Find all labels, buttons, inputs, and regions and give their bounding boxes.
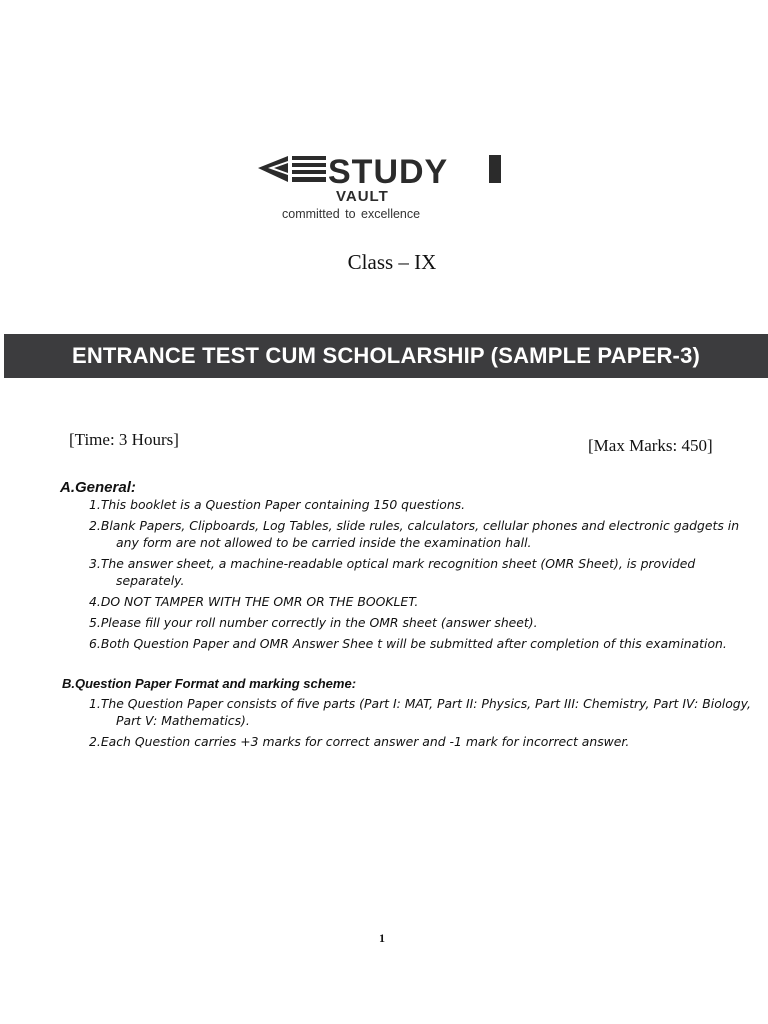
title-banner — [4, 334, 768, 378]
section-a-heading: A.General: — [60, 479, 136, 496]
max-marks: [Max Marks: 450] — [588, 436, 713, 455]
list-item: 5.Please fill your roll number correctly in the OMR sheet (answer sheet). — [89, 615, 538, 630]
exam-duration: [Time: 3 Hours] — [69, 430, 179, 449]
banner-title: ENTRANCE TEST CUM SCHOLARSHIP (SAMPLE PAPER-3) — [71, 343, 701, 368]
section-b-heading: B.Question Paper Format and marking scheme: — [62, 676, 357, 691]
pencil-logo-icon — [254, 150, 504, 190]
study-vault-logo — [254, 150, 504, 228]
list-item: 4.DO NOT TAMPER WITH THE OMR OR THE BOOKLET. — [89, 594, 419, 609]
page-number: 1 — [379, 931, 385, 945]
list-item: 2.Each Question carries +3 marks for correct answer and -1 mark for incorrect answer. — [89, 734, 630, 749]
logo-tagline: committed to excellence — [282, 207, 421, 221]
logo-subtitle: VAULT — [336, 188, 389, 205]
list-item: 2.Blank Papers, Clipboards, Log Tables, slide rules, calculators, cellular phones and electronic gadgets in any form are not allowed to be carried inside the examination hall. — [89, 518, 740, 550]
list-item: 3.The answer sheet, a machine-readable optical mark recognition sheet (OMR Sheet), is provided separately. — [89, 556, 696, 588]
list-item: 1.The Question Paper consists of five parts (Part I: MAT, Part II: Physics, Part III: Chemistry, Part IV: Biology, Part V: Mathematics). — [89, 696, 751, 728]
section-b-list — [89, 695, 759, 754]
section-a-list — [89, 496, 759, 656]
list-item: 6.Both Question Paper and OMR Answer Shee t will be submitted after completion of this examination. — [89, 636, 727, 651]
class-title: Class – IX — [347, 250, 437, 274]
list-item: 1.This booklet is a Question Paper containing 150 questions. — [89, 497, 466, 512]
brand-wordmark: STUDY — [328, 153, 449, 190]
